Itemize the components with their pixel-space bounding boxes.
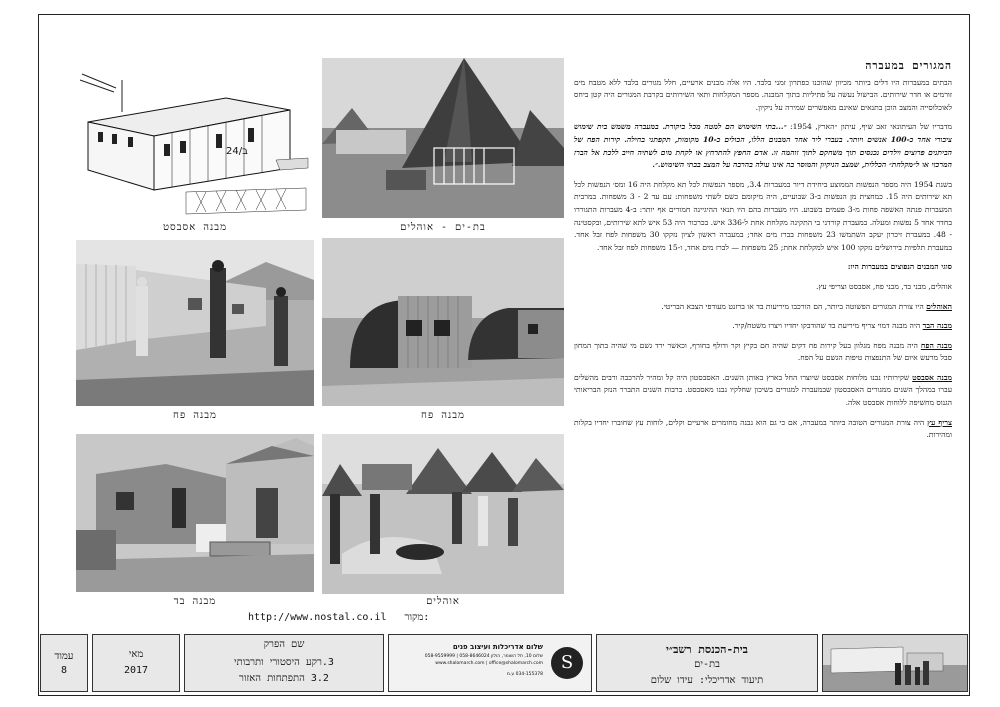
building-types-heading: סוגי המבנים הנפוצים במעברות היו: (847, 262, 952, 272)
firm-logo-icon (551, 647, 583, 679)
source-line (248, 612, 429, 623)
cloth-building-photo (76, 434, 314, 592)
asbestos-label: מבנה אסבסט (912, 372, 953, 382)
tents-text: היו צורת המגורים הפשוטה ביותר, הם הורכבו מיריעות בד או ברזנט מעודפי הצבא הבריטי. (661, 301, 927, 311)
tin-nissen-huts-photo (322, 238, 564, 406)
paragraph-wood (574, 417, 952, 442)
building-types-list: אוהלים, מבני בד, מבני פח, אסבסט וצריפי עץ. (815, 281, 952, 291)
quote-intro: מדבריו של העיתונאי זאב שיף, עיתון ״הארץ, 1954: (786, 122, 952, 132)
caption-cloth: מבנה בד (173, 596, 217, 607)
firm-text (393, 643, 543, 677)
tents-bat-yam-photo (322, 58, 564, 218)
wood-text: היה צורת המגורים הטובה ביותר במעברה, אם כי גם הוא נבנה מחומרים ארעיים וקלים, לוחות עץ שחוברו יחדיו בקלות ומהירות. (574, 417, 952, 440)
paragraph-cloth (574, 320, 952, 333)
chapter-line2: 3.2 התפתחות האזור (239, 673, 329, 684)
architect-credit: תיעוד אדריכלי: עידו שלום (650, 675, 764, 686)
tin-text: היה מבנה מפח מגלוון בעל קירות פח דקים שהיה חם בקיץ וקר ודולף בחורף, וכאשר ירד גשם מי שהיה בתוך המחון סבל מרעש איום של התנפצות טיפות הגשם על הפח. (574, 340, 952, 363)
cloth-text: היה מבנה דמוי צריף מיריעת בד שהודבקו יחדיו ויצרו משטח/קיר. (732, 321, 923, 331)
cloth-label: מבנה הבד (922, 321, 952, 331)
date-month: מאי (128, 649, 144, 660)
page-label: עמוד (54, 651, 74, 662)
footer-building-photo (822, 634, 968, 692)
caption-tin-left: מבנה פח (173, 410, 217, 421)
svg-text:24/ב: 24/ב (226, 146, 248, 157)
caption-tents-bottom: אוהלים (426, 596, 460, 607)
footer-project-box (596, 634, 818, 692)
footer-chapter-box (184, 634, 384, 692)
caption-asbestos: מבנה אסבסט (162, 222, 227, 233)
source-label: מקור: (404, 612, 430, 623)
paragraph-quote (574, 121, 952, 171)
logo-letter: S (560, 652, 574, 673)
firm-registration: 034-155378 ע.מ (506, 672, 543, 677)
project-title: בית-הכנסת רשב״י (666, 643, 748, 656)
chapter-line1: 3.רקע היסטורי ותרבותי (234, 657, 334, 668)
caption-tin-right: מבנה פח (421, 410, 465, 421)
page-number: 8 (60, 665, 68, 676)
footer-date-box (92, 634, 180, 692)
caption-tents-top: בת-ים - אוהלים (400, 222, 486, 233)
asbestos-text: שקירותיו נבנו מלוחות אסבסט שיוצרו החל בארץ באותן השנים. האסבסטון היה קל ומהיר להרכבה ורבים מהשלים עברו במהלך השנים ממגורים האסבסטון שבמעברה למגורים בשיכון שחלקיו נבנו מאסבסט. ברבות השנים התברר הנזק הבריאותי הגנוס מחשיפה ללוחות אסבסט אלה. (574, 372, 952, 408)
tin-building-people-photo (76, 240, 314, 406)
firm-address: שלום 10, תל השומר, הולון 058-8646024 | 058-9559999 (424, 654, 543, 659)
quote-text: ״...בתי השימוש הם למטה מכל ביקורת. במעברה משמש בית שימוש ציבורי אחד כ-100 אנשים ויותר. בעברי ליד אחד המבנים הללו, הכולים כ-10 מקומות, תקפתני בחילה. קירות הפח של הביתנים פרוצים וילדים נכנסים תוך משחקם לתוך זוהמה זו. אדם החפץ להתרחץ או לקחת מים לשתיה חייב ללכת אל הברז המרכזי או ל״מקלחת״ הכללית, שמצב הניקיון והמוסר בה אינו עולה בהרבה על המצב בבתי השימוש.״. (574, 122, 953, 170)
footer-page-box (40, 634, 88, 692)
firm-web: www.shalomarch.com | office@shalomarch.com (435, 661, 543, 666)
firm-name: שלום אדריכלות ועיצוב פנים (452, 643, 543, 651)
tin-label: מבנה הפח (920, 340, 952, 350)
tents-label: האוהלים (926, 301, 952, 311)
paragraph-intro: הבתים במעברות היו דלים ביותר מכיוון שהוכנו כפתרון זמני בלבד. היו אלה מבנים ארעיים, חלל מגורים בלבד ללא מטבח מים זורמים או חדר שירותים. הבישול נעשה על פתיליות בתוך המבנה. מספר המקלחות ותאי השירותים בקרבת המגורים היה קטן ביחס לאוכלוסייה והמצב הוכן בתנאים שאינם מאפשרים שמירה על ניקיון. (574, 77, 952, 112)
asbestos-building-sketch (76, 70, 314, 218)
footer-firm-box (388, 634, 592, 692)
date-year: 2017 (123, 665, 149, 676)
paragraph-statistics: בשנת 1954 היה מספר הנפשות הממוצע ביחידת דיור במעברות 3.4, מספר הנפשות לכל תא מקלחת היה 16 ומס׳ הנפשות לכל תא שירותים היה 15. כמחצית מן הנפשות ב-3 שבועיים, היה מיקומם כשם לשתי משפחות: עם עד 2 - 3 משפחות. במרבית המעברות פנתה האשפה פחות מ-3 פעמים בשבוע. היו מעברות בהם היו תנאי ההיגיינה חמורים אף יותר: ב-4 מעברות התגוררו בחדר אחד 5 נפשות ומעלה. במעברת קורדני בי התקינה מקלחת אחת ל-336 איש. בכרכור היה 53 איש לתא שירותים, ובקסטינה - 48. במעברת זיכרון יעקב השתמשו 23 משפחות בברז מים אחד; במעברה ראשון לציון נזקקו 30 משפחות לפח זבל אחד. במעברת תלפיות בירושלים נזקקו 100 איש למקלחת אחת; 25 משפחות — לברז מים אחד, ו-15 משפחות לפח זבל אחד. (574, 179, 953, 252)
source-url[interactable]: http://www.nostal.co.il (248, 612, 387, 623)
chapter-label: שם הפרק (263, 639, 305, 650)
paragraph-tents (574, 301, 952, 314)
paragraph-tin (574, 340, 952, 365)
tents-workers-photo (322, 434, 564, 594)
paragraph-asbestos (574, 372, 952, 410)
wood-label: צריף עץ (927, 417, 952, 427)
section-title: המגורים במעברה (865, 60, 952, 72)
project-city: בת-ים (694, 659, 720, 670)
text-column (574, 60, 952, 449)
